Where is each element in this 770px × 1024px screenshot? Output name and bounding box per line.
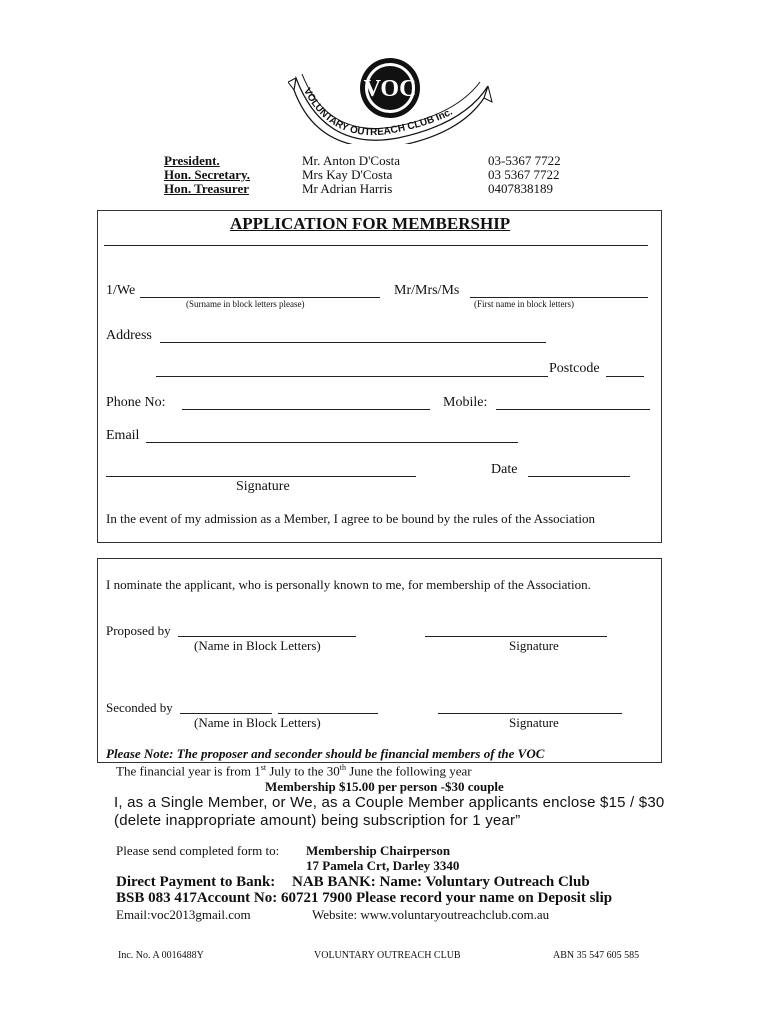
proposer-signature-field[interactable]: [425, 636, 607, 637]
date-label: Date: [491, 462, 518, 477]
firstname-field[interactable]: [470, 297, 648, 298]
logo-graphic: [288, 52, 494, 144]
club-logo: [288, 52, 494, 144]
direct-payment-value: NAB BANK: Name: Voluntary Outreach Club: [292, 874, 590, 890]
seconder-name-field-a[interactable]: [180, 713, 272, 714]
phone-secretary: 03 5367 7722: [488, 167, 560, 182]
mobile-field[interactable]: [496, 409, 650, 410]
name-secretary: Mrs Kay D'Costa: [302, 167, 393, 182]
seconder-signature-field[interactable]: [438, 713, 622, 714]
club-email: Email:voc2013gmail.com: [116, 907, 251, 922]
role-president: President.: [164, 153, 220, 168]
phone-label: Phone No:: [106, 395, 166, 410]
role-treasurer: Hon. Treasurer: [164, 181, 249, 196]
phone-treasurer: 0407838189: [488, 181, 553, 196]
phone-field[interactable]: [182, 409, 430, 410]
proposed-label: Proposed by: [106, 623, 171, 638]
footer-club-name: VOLUNTARY OUTREACH CLUB: [314, 950, 461, 961]
address-label: Address: [106, 328, 152, 343]
seconder-name-field-b[interactable]: [278, 713, 378, 714]
seconder-name-hint: (Name in Block Letters): [194, 715, 321, 730]
proposer-name-field[interactable]: [178, 636, 356, 637]
postcode-label: Postcode: [549, 361, 600, 376]
logo-letters: VOC: [363, 76, 417, 102]
signature-field[interactable]: [106, 476, 416, 477]
club-website: Website: www.voluntaryoutreachclub.com.au: [312, 907, 550, 922]
phone-president: 03-5367 7722: [488, 153, 561, 168]
proposer-signature-hint: Signature: [509, 638, 559, 653]
mr-label: Mr/Mrs/Ms: [394, 283, 460, 298]
surname-hint: (Surname in block letters please): [186, 299, 305, 309]
enclose-line-2: (delete inappropriate amount) being subscription for 1 year”: [114, 812, 521, 829]
address-field-2[interactable]: [156, 376, 548, 377]
proposer-name-hint: (Name in Block Letters): [194, 638, 321, 653]
seconded-label: Seconded by: [106, 700, 173, 715]
email-label: Email: [106, 428, 140, 443]
signature-label: Signature: [236, 479, 290, 494]
bsb-account-line: BSB 083 417Account No: 60721 7900 Please record your name on Deposit slip: [116, 890, 613, 906]
direct-payment-label: Direct Payment to Bank:: [116, 874, 276, 890]
date-field[interactable]: [528, 476, 630, 477]
footer-inc-no: Inc. No. A 0016488Y: [118, 950, 204, 961]
form-title: APPLICATION FOR MEMBERSHIP: [230, 214, 511, 233]
role-secretary: Hon. Secretary.: [164, 167, 251, 182]
we-label: 1/We: [106, 283, 136, 298]
send-label: Please send completed form to:: [116, 843, 280, 858]
name-treasurer: Mr Adrian Harris: [302, 181, 393, 196]
send-to-line-2: 17 Pamela Crt, Darley 3340: [306, 858, 460, 873]
name-president: Mr. Anton D'Costa: [302, 153, 401, 168]
surname-field[interactable]: [140, 297, 380, 298]
footer-abn: ABN 35 547 605 585: [553, 950, 640, 961]
mobile-label: Mobile:: [443, 395, 488, 410]
seconder-signature-hint: Signature: [509, 715, 559, 730]
send-to-line-1: Membership Chairperson: [306, 843, 451, 858]
email-field[interactable]: [146, 442, 518, 443]
nomination-statement: I nominate the applicant, who is personally known to me, for membership of the Association.: [106, 577, 591, 592]
enclose-line-1: I, as a Single Member, or We, as a Couple Member applicants enclose $15 / $30: [114, 794, 665, 811]
nomination-note: Please Note: The proposer and seconder should be financial members of the VOC: [106, 746, 545, 761]
membership-fee: Membership $15.00 per person -$30 couple: [265, 779, 504, 794]
title-rule: [104, 245, 648, 246]
financial-year: The financial year is from 1st July to the 30th June the following year: [116, 763, 472, 779]
postcode-field[interactable]: [606, 376, 644, 377]
logo-ring-text: VOLUNTARY OUTREACH CLUB Inc.: [301, 86, 455, 139]
address-field-1[interactable]: [160, 342, 546, 343]
firstname-hint: (First name in block letters): [474, 299, 574, 309]
agreement-text: In the event of my admission as a Member, I agree to be bound by the rules of the Association: [106, 511, 596, 526]
